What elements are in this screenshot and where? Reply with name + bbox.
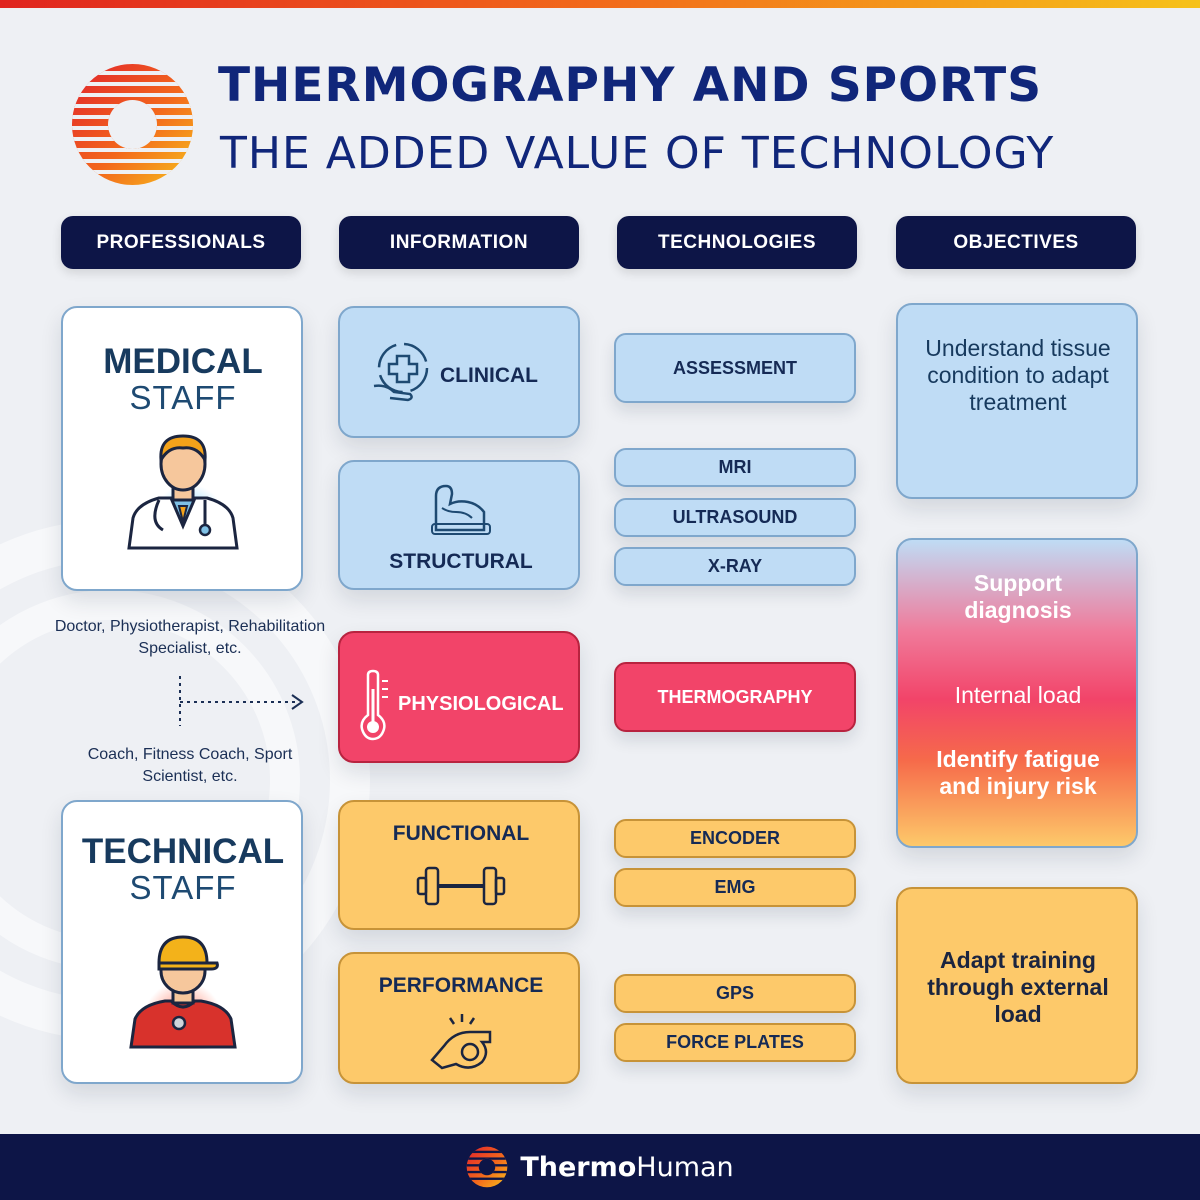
header-objectives: OBJECTIVES xyxy=(896,216,1136,269)
info-clinical xyxy=(338,306,580,438)
doctor-icon xyxy=(119,430,247,550)
objective-understand xyxy=(896,303,1138,499)
tech-assessment: ASSESSMENT xyxy=(614,333,856,403)
tech-emg: EMG xyxy=(614,868,856,907)
objective-gradient xyxy=(896,538,1138,848)
technical-staff-subtitle: STAFF xyxy=(129,868,237,906)
header-information: INFORMATION xyxy=(339,216,579,269)
thermohuman-footer-logo xyxy=(466,1146,508,1188)
tech-ultrasound: ULTRASOUND xyxy=(614,498,856,537)
objective-adapt-text: Adapt training through external load xyxy=(927,947,1109,1028)
arm-muscle-icon xyxy=(428,478,494,538)
tech-mri: MRI xyxy=(614,448,856,487)
thermohuman-logo xyxy=(70,62,195,187)
header-technologies: TECHNOLOGIES xyxy=(617,216,857,269)
info-clinical-label: CLINICAL xyxy=(440,364,538,387)
info-structural xyxy=(338,460,580,590)
technical-staff-caption: Coach, Fitness Coach, Sport Scientist, etc. xyxy=(87,746,293,786)
objective-adapt xyxy=(896,887,1138,1084)
tech-force-plates: FORCE PLATES xyxy=(614,1023,856,1062)
footer-brand xyxy=(520,1152,733,1183)
medical-staff-card xyxy=(61,306,303,591)
medical-staff-subtitle: STAFF xyxy=(129,378,237,416)
page-title: THERMOGRAPHY AND SPORTS xyxy=(218,58,1043,113)
dumbbell-icon xyxy=(416,864,506,908)
info-physiological xyxy=(338,631,580,763)
whistle-icon xyxy=(424,1012,500,1072)
technical-staff-title: TECHNICAL xyxy=(81,832,285,871)
objective-identify-text: Identify fatigue and injury risk xyxy=(936,746,1100,800)
objective-internal-load-text: Internal load xyxy=(954,682,1082,708)
info-structural-label: STRUCTURAL xyxy=(389,550,533,573)
clinical-care-icon xyxy=(370,336,436,404)
footer-brand-bold: Thermo xyxy=(520,1151,637,1183)
info-performance xyxy=(338,952,580,1084)
info-performance-label: PERFORMANCE xyxy=(378,974,544,997)
objective-understand-text: Understand tissue condition to adapt treatment xyxy=(925,335,1111,416)
tech-gps: GPS xyxy=(614,974,856,1013)
objective-support-text: Support diagnosis xyxy=(964,570,1072,624)
top-gradient-bar xyxy=(0,0,1200,8)
footer-bar xyxy=(0,1134,1200,1200)
coach-icon xyxy=(121,927,245,1049)
medical-staff-title: MEDICAL xyxy=(103,342,263,381)
tech-encoder: ENCODER xyxy=(614,819,856,858)
dotted-arrow xyxy=(170,674,310,734)
tech-thermography: THERMOGRAPHY xyxy=(614,662,856,732)
technical-staff-card xyxy=(61,800,303,1084)
info-physiological-label: PHYSIOLOGICAL xyxy=(398,693,564,715)
tech-xray: X-RAY xyxy=(614,547,856,586)
thermometer-icon xyxy=(354,669,394,741)
medical-staff-caption: Doctor, Physiotherapist, Rehabilitation Specialist, etc. xyxy=(54,618,326,658)
page-subtitle: THE ADDED VALUE OF TECHNOLOGY xyxy=(220,128,1055,179)
info-functional xyxy=(338,800,580,930)
footer-brand-normal: Human xyxy=(636,1151,734,1183)
header-professionals: PROFESSIONALS xyxy=(61,216,301,269)
info-functional-label: FUNCTIONAL xyxy=(392,822,530,845)
